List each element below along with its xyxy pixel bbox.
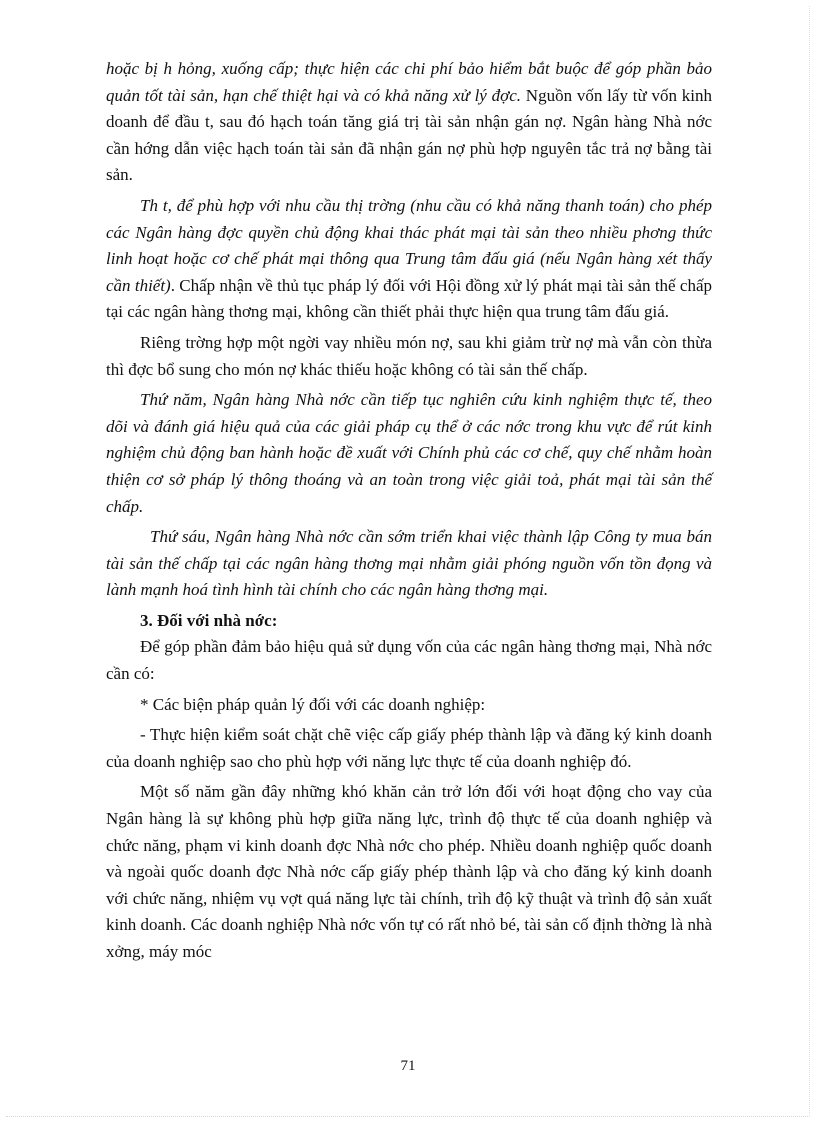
page-border-bottom: [6, 1116, 810, 1117]
paragraph-multiple-loans: Riêng trờng hợp một ngời vay nhiều món nợ, sau khi giảm trừ nợ mà vẫn còn thừa thì đợc bổ sung cho món nợ khác thiếu hoặc không có tài sản thế chấp.: [106, 332, 712, 379]
paragraph-state-intro: Để góp phần đảm bảo hiệu quả sử dụng vốn của các ngân hàng thơng mại, Nhà nớc cần có:: [106, 637, 712, 684]
page-border-right: [809, 6, 810, 1117]
paragraph-asset-insurance: [106, 56, 712, 189]
document-page: [106, 56, 712, 966]
paragraph-sixth-point: Thứ sáu, Ngân hàng Nhà nớc cần sớm triển khai việc thành lập Công ty mua bán tài sản thế chấp tại các ngân hàng thơng mại nhằm giải phóng nguồn vốn tồn đọng và lành mạnh hoá tình hình tài chính cho các ngân hàng thơng mại.: [106, 527, 712, 600]
normal-text: Nguồn vốn lấy từ vốn kinh doanh để đầu t, sau đó hạch toán tăng giá trị tài sản nhận gán nợ. Ngân hàng Nhà nớc cần hớng dẫn việc hạch toán tài sản đã nhận gán nợ phù hợp nguyên tắc trả nợ bằng tài sản.: [106, 85, 712, 185]
section-heading: 3. Đối với nhà nớc:: [140, 610, 278, 630]
paragraph-difficulties: Một số năm gần đây những khó khăn cản trở lớn đối với hoạt động cho vay của Ngân hàng là sự không phù hợp giữa năng lực, trình độ thực tế của doanh nghiệp và chức năng, phạm vi kinh doanh đợc Nhà nớc cho phép. Nhiều doanh nghiệp quốc doanh và ngoài quốc doanh đợc Nhà nớc cấp giấy phép thành lập và cho đăng ký kinh doanh với chức năng, nhiệm vụ vợt quá năng lực tài chính, trìh độ kỹ thuật và trình độ sản xuất kinh doanh. Các doanh nghiệp Nhà nớc vốn tự có rất nhỏ bé, tài sản cố định thờng là nhà xởng, máy móc: [106, 782, 712, 961]
italic-text: hoặc bị h hỏng, xuống cấp; thực hiện các chi phí bảo hiểm bắt buộc để góp phần bảo quản tốt tài sản, hạn chế thiệt hại và có khả năng xử lý đợc.: [106, 59, 712, 105]
paragraph-fourth-point: [106, 193, 712, 326]
paragraph-fifth-point: Thứ năm, Ngân hàng Nhà nớc cần tiếp tục nghiên cứu kinh nghiệm thực tế, theo dõi và đánh giá hiệu quả của các giải pháp cụ thể ở các nớc trong khu vực để rút kinh nghiệm chủ động ban hành hoặc đề xuất với Chính phủ các cơ chế, quy chế nhằm hoàn thiện cơ sở pháp lý thông thoáng và an toàn trong việc giải toả, phát mại tài sản thế chấp.: [106, 390, 712, 516]
normal-text: . Chấp nhận về thủ tục pháp lý đối với Hội đồng xử lý phát mại tài sản thế chấp tại các ngân hàng thơng mại, không cần thiết phải thực hiện qua trung tâm đấu giá.: [106, 275, 712, 322]
italic-text: Th t, để phù hợp với nhu cầu thị trờng (nhu cầu có khả năng thanh toán) cho phép các Ngân hàng đợc quyền chủ động khai thác phát mại tài sản theo nhiều phơng thức linh hoạt hoặc cơ chế phát mại thông qua Trung tâm đấu giá (nếu Ngân hàng xét thấy cần thiết): [106, 195, 712, 295]
page-number: 71: [400, 1058, 416, 1074]
paragraph-license-control: - Thực hiện kiểm soát chặt chẽ việc cấp giấy phép thành lập và đăng ký kinh doanh của doanh nghiệp sao cho phù hợp với năng lực thực tế của doanh nghiệp đó.: [106, 725, 712, 771]
paragraph-enterprise-measures: * Các biện pháp quản lý đối với các doanh nghiệp:: [140, 694, 486, 714]
